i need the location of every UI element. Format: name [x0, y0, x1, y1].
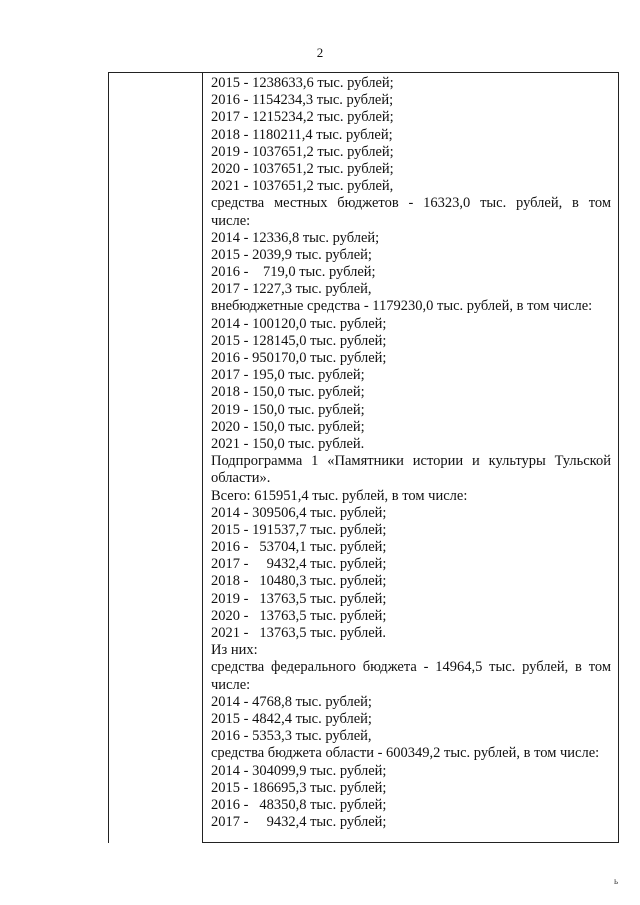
column-divider — [202, 72, 203, 843]
text-line: Из них: — [211, 642, 258, 659]
text-line: 2017 - 195,0 тыс. рублей; — [211, 367, 365, 384]
table-bottom-border — [202, 842, 618, 843]
text-line: 2021 - 13763,5 тыс. рублей. — [211, 625, 387, 641]
text-line: 2017 - 9432,4 тыс. рублей; — [211, 814, 387, 831]
text-line: 2014 - 309506,4 тыс. рублей; — [211, 504, 387, 521]
text-line: 2015 - 128145,0 тыс. рублей; — [211, 332, 387, 349]
text-line: числе: — [211, 212, 251, 229]
extrabudgetary-heading: внебюджетные средства - 1179230,0 тыс. рублей, в том числе: — [211, 298, 593, 315]
text-line: 2017 - 9432,4 тыс. рублей; — [211, 556, 387, 573]
text-line: 2014 - 4768,8 тыс. рублей; — [211, 693, 372, 710]
text-line: 2019 - 1037651,2 тыс. рублей; — [211, 143, 394, 160]
funding-text-cell — [211, 75, 611, 831]
text-line: 2016 - 53704,1 тыс. рублей; — [211, 539, 387, 556]
text-line: 2018 - 10480,3 тыс. рублей; — [211, 573, 387, 590]
page-number: 2 — [316, 45, 324, 60]
text-line: 2019 - 150,0 тыс. рублей; — [211, 401, 365, 418]
text-line: 2016 - 950170,0 тыс. рублей; — [211, 350, 387, 366]
text-line: 2021 - 1037651,2 тыс. рублей, — [211, 178, 394, 195]
text-line: 2015 - 1238633,6 тыс. рублей; — [211, 75, 394, 91]
text-line: 2015 - 4842,4 тыс. рублей; — [211, 710, 372, 727]
text-line: 2016 - 719,0 тыс. рублей; — [211, 264, 376, 281]
corner-mark: ь — [614, 876, 619, 886]
text-line: 2014 - 12336,8 тыс. рублей; — [211, 229, 380, 246]
text-line: 2020 - 150,0 тыс. рублей; — [211, 418, 365, 435]
text-line: 2020 - 1037651,2 тыс. рублей; — [211, 160, 394, 177]
text-line: 2014 - 100120,0 тыс. рублей; — [211, 315, 387, 332]
text-line: 2021 - 150,0 тыс. рублей. — [211, 435, 365, 452]
text-line: 2015 - 191537,7 тыс. рублей; — [211, 521, 387, 538]
subprogram-title: Подпрограмма 1 «Памятники истории и культуры Тульской — [211, 453, 611, 470]
text-line: 2016 - 5353,3 тыс. рублей, — [211, 728, 372, 745]
federal-budget-heading: средства федерального бюджета - 14964,5 тыс. рублей, в том — [211, 659, 611, 676]
text-line: 2018 - 1180211,4 тыс. рублей; — [211, 126, 393, 143]
subprogram-title-cont: области». — [211, 470, 271, 487]
text-line: числе: — [211, 676, 251, 693]
text-line: 2015 - 2039,9 тыс. рублей; — [211, 246, 372, 263]
text-line: 2015 - 186695,3 тыс. рублей; — [211, 779, 387, 796]
text-line: 2019 - 13763,5 тыс. рублей; — [211, 590, 387, 607]
regional-budget-heading: средства бюджета области - 600349,2 тыс. рублей, в том числе: — [211, 745, 600, 762]
subprogram-total: Всего: 615951,4 тыс. рублей, в том числе: — [211, 487, 468, 504]
text-line: 2017 - 1227,3 тыс. рублей, — [211, 281, 372, 298]
text-line: 2020 - 13763,5 тыс. рублей; — [211, 607, 387, 624]
text-line: 2016 - 48350,8 тыс. рублей; — [211, 796, 387, 813]
text-line: 2017 - 1215234,2 тыс. рублей; — [211, 109, 394, 126]
text-line: 2016 - 1154234,3 тыс. рублей; — [211, 92, 394, 109]
text-line: 2014 - 304099,9 тыс. рублей; — [211, 762, 387, 779]
local-budgets-heading: средства местных бюджетов - 16323,0 тыс. рублей, в том — [211, 195, 611, 212]
text-line: 2018 - 150,0 тыс. рублей; — [211, 384, 365, 401]
